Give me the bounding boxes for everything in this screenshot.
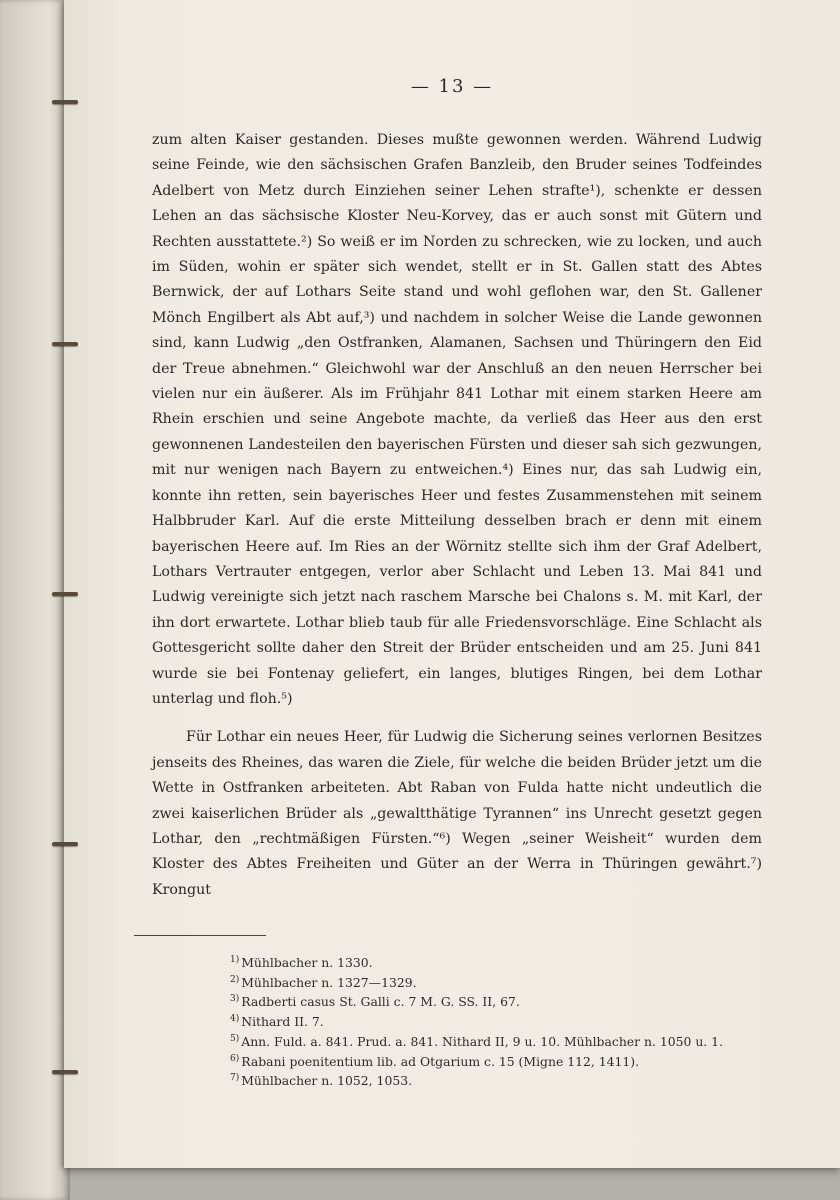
footnotes bbox=[130, 952, 770, 1090]
binding-thread bbox=[52, 842, 78, 846]
body-text bbox=[152, 128, 762, 903]
binding-thread bbox=[52, 100, 78, 104]
footnote-2: $^{2)}$ Mühlbacher n. 1327—1329. bbox=[230, 974, 417, 990]
footnote-5: $^{5)}$ Ann. Fuld. a. 841. Prud. a. 841. Nithard II, 9 u. 10. Mühlbacher n. 1050 u. 1. bbox=[230, 1033, 724, 1049]
footnote-7: $^{7)}$ Mühlbacher n. 1052, 1053. bbox=[230, 1073, 413, 1089]
binding-thread bbox=[52, 1070, 78, 1074]
paragraph-1: zum alten Kaiser gestanden. Dieses mußte gewonnen werden. Während Ludwig seine Feinde, wie den sächsischen Grafen Banzleib, den Bruder seines Todfeindes Adelbert von Metz durch Einziehen seiner Lehen strafte¹), schenkte er dessen Lehen an das sächsische Kloster Neu-Korvey, das er auch sonst mit Gütern und Rechten ausstattete.²) So weiß er im Norden zu schrecken, wie zu locken, und auch im Süden, wohin er später sich wendet, stellt er in St. Gallen statt des Abtes Bernwick, der auf Lothars Seite stand und wohl geflohen war, den St. Gallener Mönch Engilbert als Abt auf,³) und nachdem in solcher Weise die Lande gewonnen sind, kann Ludwig „den Ostfranken, Alamanen, Sachsen und Thüringern den Eid der Treue abnehmen.“ Gleichwohl war der Anschluß an den neuen Herrscher bei vielen nur ein äußerer. Als im Frühjahr 841 Lothar mit einem starken Heere am Rhein erschien und seine Angebote machte, da verließ das Heer aus den erst gewonnenen Landesteilen den bayerischen Fürsten und dieser sah sich gezwungen, mit nur wenigen nach Bayern zu entweichen.⁴) Eines nur, das sah Ludwig ein, konnte ihn retten, sein bayerisches Heer und festes Zusammenstehen mit seinem Halbbruder Karl. Auf die erste Mitteilung desselben brach er denn mit einem bayerischen Heere auf. Im Ries an der Wörnitz stellte sich ihm der Graf Adelbert, Lothars Vertrauter entgegen, verlor aber Schlacht und Leben 13. Mai 841 und Ludwig vereinigte sich jetzt nach raschem Marsche bei Chalons s. M. mit Karl, der ihn dort erwartete. Lothar blieb taub für alle Friedensvorschläge. Eine Schlacht als Gottesgericht sollte daher den Streit der Brüder entscheiden und am 25. Juni 841 wurde sie bei Fontenay geliefert, ein langes, blutiges Ringen, bei dem Lothar unterlag und floh.⁵) bbox=[152, 132, 762, 707]
footnote-divider bbox=[134, 935, 266, 936]
footnote-1: $^{1)}$ Mühlbacher n. 1330. bbox=[230, 955, 373, 971]
previous-page-edge bbox=[0, 0, 70, 1200]
paragraph-2: Für Lothar ein neues Heer, für Ludwig die Sicherung seines verlornen Besitzes jenseits des Rheines, das waren die Ziele, für welche die beiden Brüder jetzt um die Wette in Ostfranken arbeiteten. Abt Raban von Fulda hatte nicht undeutlich die zwei kaiserlichen Brüder als „gewaltthätige Tyrannen“ ins Unrecht gesetzt gegen Lothar, den „rechtmäßigen Fürsten.“⁶) Wegen „seiner Weisheit“ wurden dem Kloster des Abtes Freiheiten und Güter an der Werra in Thüringen gewährt.⁷) Krongut bbox=[152, 729, 762, 898]
footnote-3: $^{3)}$ Radberti casus St. Galli c. 7 M. G. SS. II, 67. bbox=[230, 994, 520, 1010]
book-page bbox=[64, 0, 840, 1168]
binding-thread bbox=[52, 592, 78, 596]
footnote-4: $^{4)}$ Nithard II. 7. bbox=[230, 1014, 324, 1030]
footnote-6: $^{6)}$ Rabani poenitentium lib. ad Otgarium c. 15 (Migne 112, 1411). bbox=[230, 1053, 640, 1069]
binding-thread bbox=[52, 342, 78, 346]
page-number: — 13 — bbox=[410, 76, 494, 97]
